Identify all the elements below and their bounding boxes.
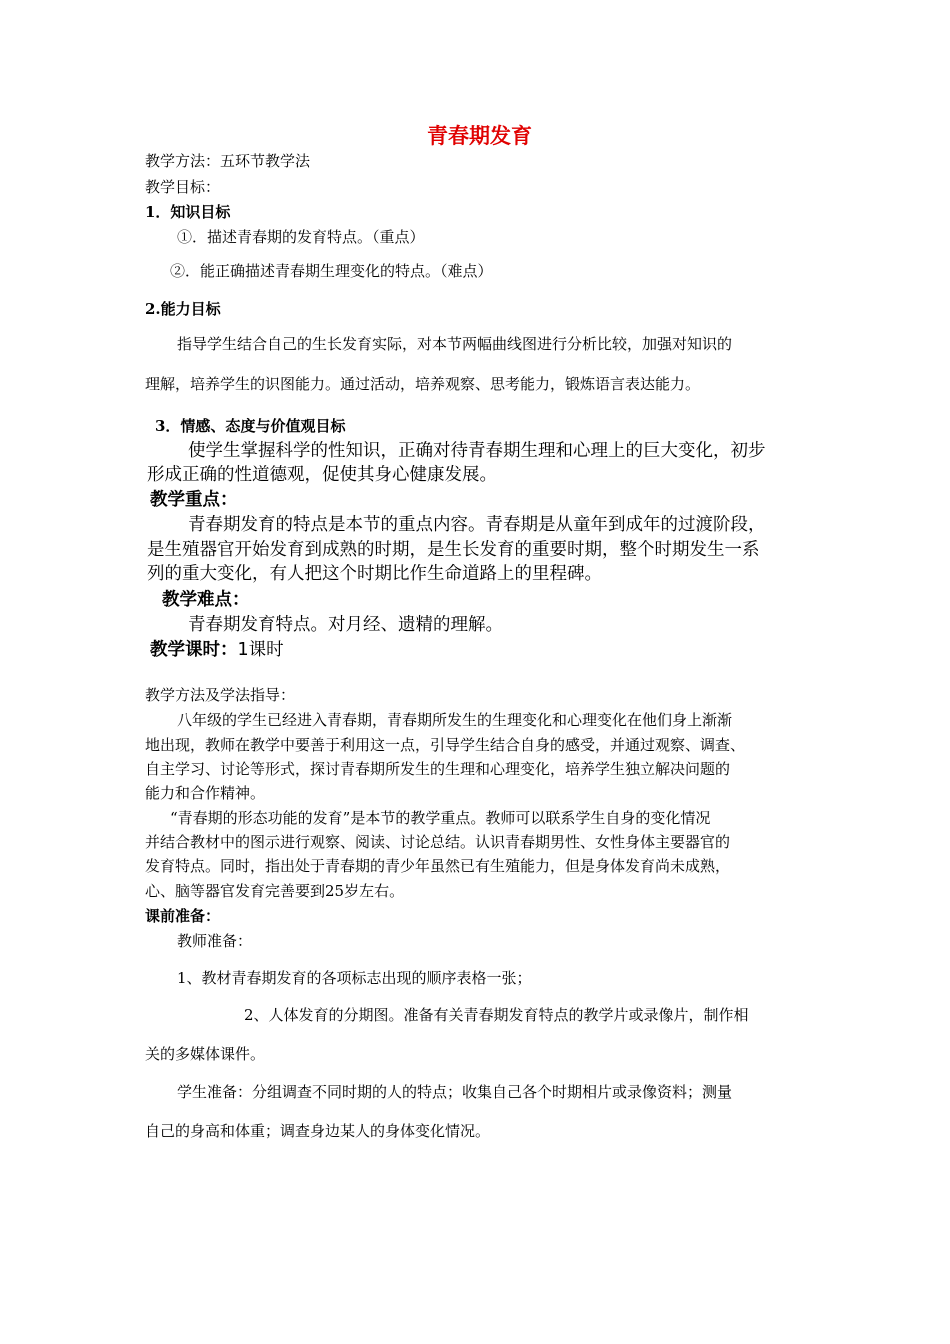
guidance-p1-line3: 自主学习、讨论等形式，探讨青春期所发生的生理和心理变化，培养学生独立解决问题的 bbox=[145, 760, 731, 778]
goal3-heading: 3．情感、态度与价值观目标 bbox=[155, 417, 346, 435]
guidance-p1-line4: 能力和合作精神。 bbox=[145, 784, 266, 802]
goal3-line2: 形成正确的性道德观，促使其身心健康发展。 bbox=[147, 465, 497, 485]
goals-heading: 教学目标： bbox=[145, 178, 221, 196]
goal3-line1: 使学生掌握科学的性知识，正确对待青春期生理和心理上的巨大变化，初步 bbox=[188, 441, 766, 461]
hours-label: 教学课时： bbox=[150, 640, 238, 660]
guidance-p2-line1: “青春期的形态功能的发育”是本节的教学重点。教师可以联系学生自身的变化情况 bbox=[170, 809, 711, 827]
difficulty-line1: 青春期发育特点。对月经、遗精的理解。 bbox=[188, 615, 503, 635]
teaching-method: 教学方法：五环节教学法 bbox=[145, 152, 311, 170]
goal1-item1: ①．描述青春期的发育特点。（重点） bbox=[177, 228, 425, 246]
goal2-line2: 理解，培养学生的识图能力。通过活动，培养观察、思考能力，锻炼语言表达能力。 bbox=[145, 375, 701, 393]
student-prep-line1: 学生准备：分组调查不同时期的人的特点；收集自己各个时期相片或录像资料；测量 bbox=[177, 1083, 733, 1101]
teacher-prep-item2-line1: 2、人体发育的分期图。准备有关青春期发育特点的教学片或录像片，制作相 bbox=[244, 1006, 749, 1024]
goal1-heading: 1．知识目标 bbox=[145, 203, 231, 221]
document-title: 青春期发育 bbox=[427, 124, 532, 148]
prep-heading: 课前准备： bbox=[145, 907, 221, 925]
goal2-heading: 2.能力目标 bbox=[145, 300, 221, 318]
hours-value: 1课时 bbox=[237, 640, 284, 660]
goal2-line1: 指导学生结合自己的生长发育实际，对本节两幅曲线图进行分析比较，加强对知识的 bbox=[177, 335, 733, 353]
student-prep-line2: 自己的身高和体重；调查身边某人的身体变化情况。 bbox=[145, 1122, 491, 1140]
difficulty-heading: 教学难点： bbox=[162, 590, 250, 610]
key-point-line3: 列的重大变化，有人把这个时期比作生命道路上的里程碑。 bbox=[147, 564, 602, 584]
teacher-prep-item1: 1、教材青春期发育的各项标志出现的顺序表格一张； bbox=[177, 969, 532, 987]
key-point-heading: 教学重点： bbox=[150, 490, 238, 510]
guidance-p2-line2: 并结合教材中的图示进行观察、阅读、讨论总结。认识青春期男性、女性身体主要器官的 bbox=[145, 833, 731, 851]
guidance-p1-line1: 八年级的学生已经进入青春期，青春期所发生的生理变化和心理变化在他们身上渐渐 bbox=[177, 711, 733, 729]
key-point-line1: 青春期发育的特点是本节的重点内容。青春期是从童年到成年的过渡阶段， bbox=[188, 515, 766, 535]
key-point-line2: 是生殖器官开始发育到成熟的时期，是生长发育的重要时期，整个时期发生一系 bbox=[147, 540, 760, 560]
teaching-hours bbox=[150, 642, 284, 660]
guidance-p2-line3: 发育特点。同时，指出处于青春期的青少年虽然已有生殖能力，但是身体发育尚未成熟， bbox=[145, 857, 731, 875]
guidance-p2-line4: 心、脑等器官发育完善要到25岁左右。 bbox=[145, 882, 405, 900]
guidance-heading: 教学方法及学法指导： bbox=[145, 686, 296, 704]
goal1-item2: ②．能正确描述青春期生理变化的特点。（难点） bbox=[170, 262, 493, 280]
teacher-prep-item2-line2: 关的多媒体课件。 bbox=[145, 1045, 266, 1063]
guidance-p1-line2: 地出现，教师在教学中要善于利用这一点，引导学生结合自身的感受，并通过观察、调查、 bbox=[145, 736, 746, 754]
teacher-prep-label: 教师准备： bbox=[177, 932, 253, 950]
